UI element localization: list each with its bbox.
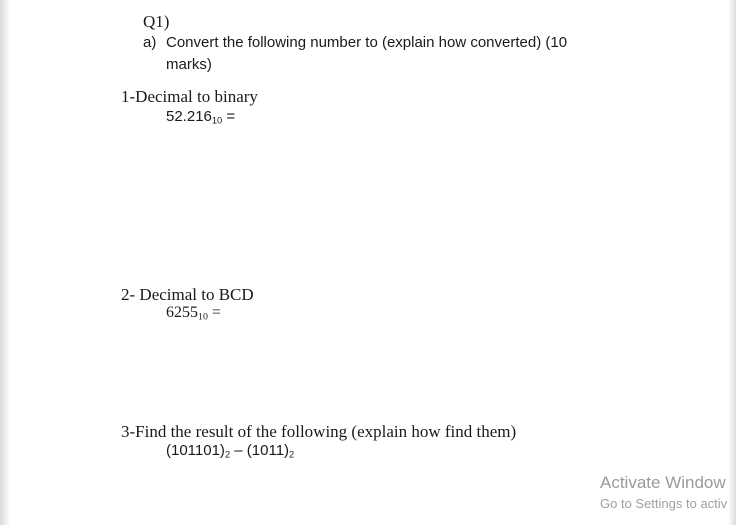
item-1-base: 10 [211,115,223,126]
question-instruction-line1: Convert the following number to (explain how converted) (10 [166,34,568,51]
item-2-base: 10 [198,311,208,323]
question-number: Q1) [143,12,170,31]
question-instruction-line2: marks) [166,56,212,73]
item-3-operand-a: (101101) [166,442,225,459]
item-3-operator: – [230,442,247,459]
item-3-operand-b: (1011) [246,442,290,459]
item-1-expression [166,108,235,125]
item-1-title: 1-Decimal to binary [121,87,258,106]
page-edge-right [728,0,736,525]
item-2-equals: = [207,304,221,321]
item-2-expression [166,304,221,322]
activation-watermark-title: Activate Window [600,473,726,492]
item-3-expression [166,442,294,459]
item-1-equals: = [222,108,236,125]
item-3-operand-a-base: 2 [224,449,231,460]
item-2-number: 6255 [166,304,198,321]
activation-watermark-subtitle: Go to Settings to activ [600,496,728,511]
item-2-title: 2- Decimal to BCD [121,285,254,304]
item-1-number: 52.216 [166,108,212,125]
item-3-operand-b-base: 2 [289,449,295,460]
question-part-marker: a) [143,34,157,51]
page-edge-left [0,0,10,525]
item-3-title: 3-Find the result of the following (explain how find them) [121,422,517,441]
